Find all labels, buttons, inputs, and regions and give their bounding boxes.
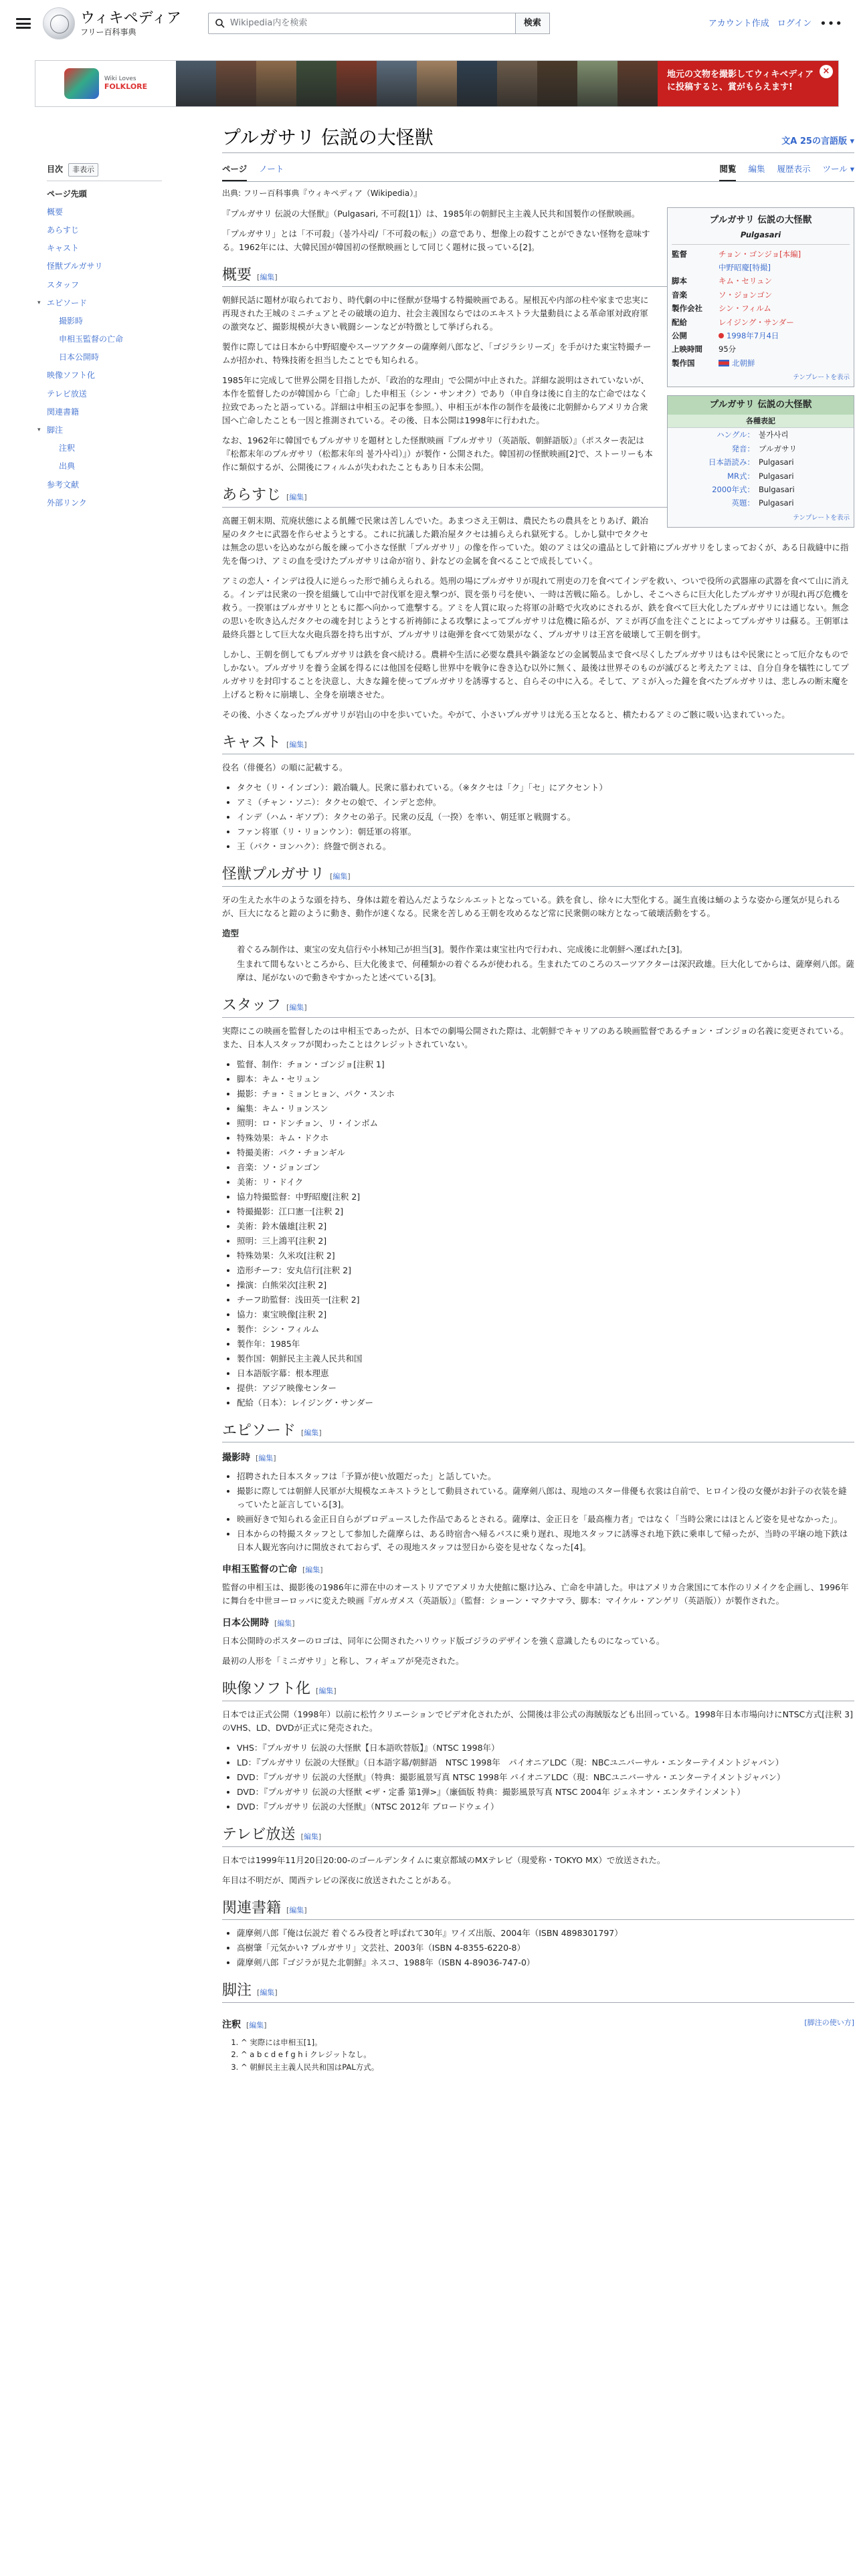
- lead-paragraph: 『プルガサリ 伝説の大怪獣』（Pulgasari, 不可殺[1]）は、1985年の朝鮮民主主義人民共和国製作の怪獣映画。: [222, 208, 640, 219]
- toc-item-label: ページ先頭: [47, 189, 87, 199]
- toc-item[interactable]: [47, 312, 162, 330]
- toc-item-label: キャスト: [47, 243, 80, 253]
- infobox-value[interactable]: キム・セリュン: [719, 276, 773, 286]
- list-item: • 製作国：朝鮮民主主義人民共和国: [237, 1352, 854, 1366]
- subsection-heading-notes: [222, 2018, 267, 2032]
- list-item: • 特殊効果：キム・ドクホ: [237, 1132, 854, 1145]
- infobox-value: 95分: [719, 344, 737, 354]
- list-item: • 編集：キム・リョンスン: [237, 1102, 854, 1115]
- infobox-title: プルガサリ 伝説の大怪獣: [709, 214, 812, 225]
- infobox-row: [672, 247, 850, 261]
- paragraph: 牙の生えた水牛のような頭を持ち、身体は鎧を着込んだようなシルエットとなっている。鉄を食し、徐々に大型化する。誕生直後は蛹のような姿から運気が見られるが、巨大になると鎧のように動き、動作が速くなる。民衆を苦しめる王朝を攻めるなど常に民衆側の味方となって破壊活動をする。: [222, 894, 841, 918]
- toc-item-label: 概要: [47, 207, 64, 217]
- toc-item-label: 撮影時: [59, 316, 84, 326]
- paragraph: 1985年に完成して世界公開を目指したが、「政治的な理由」で公開が中止された。詳細な説明はされていないが、本作を監督したのが韓国から「亡命」した申相玉（シン・サンオク）であり（申自身は後に自主的な亡命ではなく拉致であったと語っている。詳細は申相玉の記事を参照。）、申相玉が本作の制作を最後に北朝鮮からアメリカ合衆国へ亡命したことも一因と推測されている。その後、日本公開は1998年に行われた。: [222, 375, 650, 426]
- subsection-heading-filming: [222, 1451, 854, 1465]
- section-heading-staff: [222, 996, 854, 1018]
- section-heading-cast: [222, 734, 854, 755]
- edit-label[interactable]: 編集: [289, 493, 304, 502]
- heart-logo-icon: [64, 68, 99, 99]
- infobox-row: [672, 274, 850, 288]
- create-account-link[interactable]: アカウント作成: [708, 19, 769, 29]
- paragraph: アミの恋人・インデは役人に逆らった形で捕らえられる。処刑の場にプルガサリが現れて刑吏の刀を食べてインデを救い、ついで役所の武器庫の武器を食べて山に消える。インデは民衆の一揆を組織して山中で討伐軍を迎え撃つが、罠を張り弓を使い、一時は苦戦に陥る。しかし、そこへさらに巨大化したプルガサリが現れ再び危機を救う。一揆軍はプルガサリとともに都へ向かって進撃する。アミを人質に取った将軍の計略で火攻めにされるが、鉄を食べて巨大化したプルガサリには通じない。無念の思いを吹き込んだタクセの魂を封じようとする祈祷師による攻撃によってプルガサリは危機に陥るが、アミが再び血を注ぐことによってプルガサリは蘇る。王朝軍は最終兵器として巨大な火砲兵器を持ち出すが、プルガサリは砲弾を食べて効果がなく、プルガサリは王宮を破壊して王朝を倒す。: [222, 575, 850, 639]
- infobox2-key[interactable]: 発音：: [731, 443, 755, 453]
- banner-logo-big: FOLKLORE: [104, 82, 148, 91]
- section-heading-kaiju: [222, 865, 854, 887]
- paragraph: 日本公開時のポスターのロゴは、同年に公開されたハリウッド版ゴジラのデザインを強く意識したものになっている。: [222, 1636, 665, 1646]
- bullet-list: [237, 1470, 854, 1554]
- campaign-banner[interactable]: [35, 60, 839, 107]
- edit-section-link[interactable]: [編集]: [286, 740, 307, 749]
- infobox2-sub: 各種表記: [668, 415, 854, 429]
- banner-logo-small: Wiki Loves: [104, 75, 136, 82]
- wordmark[interactable]: [80, 10, 181, 37]
- infobox2-value: 불가사리: [759, 430, 789, 440]
- section-title: 関連書籍: [222, 1899, 282, 1917]
- infobox-value-text: 1998年7月4日: [727, 330, 779, 340]
- infobox2-template-link[interactable]: テンプレートを表示: [793, 514, 850, 522]
- infobox2-row: [668, 442, 854, 455]
- toc-item[interactable]: [47, 366, 162, 385]
- toc-item[interactable]: [47, 203, 162, 221]
- banner-photo: [537, 61, 577, 106]
- list-item: • 映画好きで知られる金正日自らがプロデュースした作品であるとされる。薩摩は、金正日を「最高権力者」ではなく「当時公衆にはほとんど姿を見せなかった」。: [237, 1513, 854, 1526]
- edit-label[interactable]: 編集: [332, 872, 348, 881]
- edit-section-link[interactable]: [編集]: [316, 1687, 337, 1696]
- section-title: 撮影時: [222, 1453, 250, 1464]
- infobox2-value: プルガサリ: [759, 443, 797, 453]
- more-options-icon[interactable]: •••: [820, 17, 843, 31]
- wikipedia-logo[interactable]: [43, 7, 75, 39]
- section-heading-books: [222, 1899, 854, 1921]
- list-item: • 提供：アジア映像センター: [237, 1382, 854, 1395]
- paragraph: 朝鮮民話に題材が取られており、時代劇の中に怪獣が登場する特撮映画である。屋根瓦や内部の柱や家まで忠実に再現された王城のミニチュアとその破壊の迫力、社会主義国ならではのエキストラ大量動員による革命軍対政府軍の激突など、撮影規模が大きい戦闘シーンなどが特徴として挙げられる。: [222, 295, 649, 332]
- infobox2-key[interactable]: 日本語読み：: [708, 457, 755, 467]
- edit-label[interactable]: 編集: [304, 1428, 319, 1437]
- infobox-key: 配給: [672, 317, 687, 327]
- edit-section-link[interactable]: [編集]: [286, 1002, 307, 1012]
- search-placeholder: Wikipedia内を検索: [229, 17, 308, 28]
- list-item: • 特撮撮影：江口憲一[注釈 2]: [237, 1205, 854, 1218]
- infobox-value[interactable]: シン・フィルム: [719, 304, 771, 314]
- toc-item[interactable]: [47, 239, 162, 257]
- infobox2-value: Pulgasari: [759, 471, 794, 481]
- toc-item-label: 日本公開時: [59, 352, 100, 362]
- edit-label[interactable]: 編集: [318, 1687, 334, 1696]
- tab-history[interactable]: 履歴表示: [777, 164, 811, 175]
- page-heading: [222, 126, 854, 153]
- section-title: 注釈: [222, 2019, 241, 2030]
- infobox-film: [667, 207, 854, 388]
- site-sub: 出典: フリー百科事典『ウィキペディア（Wikipedia）』: [222, 189, 422, 199]
- toc-item[interactable]: [47, 494, 162, 512]
- infobox-names: [667, 395, 854, 528]
- banner-photo: [497, 61, 537, 106]
- bullet-list: [237, 781, 854, 853]
- banner-photo: [216, 61, 256, 106]
- bullet-list: [237, 1741, 854, 1814]
- toc-item[interactable]: [47, 276, 162, 294]
- section-title: あらすじ: [222, 487, 282, 504]
- infobox-row: [672, 261, 850, 274]
- infobox2-key[interactable]: 英題：: [731, 498, 755, 508]
- toc-item[interactable]: [47, 403, 162, 421]
- toc-header: [47, 163, 162, 181]
- section-title: 申相玉監督の亡命: [222, 1564, 297, 1575]
- site-header: [0, 0, 859, 47]
- toc-expand-icon[interactable]: ▾: [37, 427, 41, 434]
- edit-section-link[interactable]: [編集]: [300, 1832, 322, 1841]
- page-title: プルガサリ 伝説の大怪獣: [222, 126, 434, 148]
- section-title: 概要: [222, 266, 252, 284]
- wordmark-title: ウィキペディア: [80, 9, 181, 27]
- banner-close-button[interactable]: ×: [820, 65, 833, 78]
- toc-hide-button[interactable]: 非表示: [68, 163, 98, 177]
- section-heading-tv: [222, 1826, 854, 1847]
- infobox2-key[interactable]: 2000年式：: [712, 485, 755, 495]
- notes-list: [241, 2036, 854, 2073]
- banner-photo: [296, 61, 337, 106]
- toc-item[interactable]: [47, 476, 162, 494]
- infobox2-row: [668, 428, 854, 441]
- edit-section-link[interactable]: [編集]: [330, 872, 351, 881]
- edit-section-link[interactable]: [編集]: [274, 1618, 295, 1628]
- section-heading-footnotes: [222, 1981, 854, 2003]
- infobox-template-link[interactable]: テンプレートを表示: [793, 374, 850, 382]
- toc-title: 目次: [47, 165, 64, 175]
- infobox-value[interactable]: [719, 330, 850, 342]
- north-korea-flag-icon: [719, 360, 729, 366]
- infobox-row: [672, 329, 850, 342]
- toc-item-label: 注釈: [59, 443, 76, 453]
- subsection-heading-japan-release: [222, 1616, 854, 1630]
- banner-photo: [577, 61, 617, 106]
- banner-cta-text: 地元の文物を撮影してウィキペディアに投稿すると、賞がもらえます!: [667, 70, 814, 92]
- section-title: 日本公開時: [222, 1617, 269, 1628]
- tab-edit[interactable]: 編集: [748, 164, 765, 175]
- list-item: • 日本語版字幕：根本理恵: [237, 1367, 854, 1380]
- edit-section-link[interactable]: [編集]: [301, 1428, 322, 1437]
- edit-section-link[interactable]: [編集]: [257, 272, 278, 282]
- section-title: 脚注: [222, 1982, 252, 2000]
- infobox2-row: [668, 455, 854, 469]
- edit-section-link[interactable]: [編集]: [246, 2020, 267, 2030]
- list-item: • 日本からの特撮スタッフとして参加した薩摩らは、ある時宿舎へ帰るバスに乗り遅れ、現地スタッフに誘導され地下鉄に乗車して帰ったが、当時の平壌の地下鉄は日本人観光客向けに開放されておらず、その現地スタッフは翌日から姿を見せなくなった[4]。: [237, 1527, 854, 1554]
- search-button[interactable]: 検索: [516, 13, 550, 34]
- edit-label[interactable]: 編集: [260, 1988, 275, 1998]
- toc-item-label: 出典: [59, 461, 76, 471]
- infobox-key: [672, 261, 719, 274]
- tab-talk[interactable]: ノート: [259, 164, 284, 175]
- list-item: • ファン将軍（リ・リョンウン）：朝廷軍の将軍。: [237, 825, 854, 839]
- paragraph: 実際にこの映画を監督したのは申相玉であったが、日本での劇場公開された際は、北朝鮮でキャリアのある映画監督であるチョン・ゴンジョの名義に変更されている。また、日本人スタッフが関わったことはクレジットされていない。: [222, 1025, 849, 1049]
- infobox-key: 公開: [672, 330, 687, 340]
- banner-logo: [35, 61, 176, 106]
- list-item: • 撮影に際しては朝鮮人民軍が大規模なエキストラとして動員されている。薩摩剣八郎は、現地のスター俳優も衣裳は自前で、ヒロイン役の女優がお針子の衣装を縫っていたと証言している[3]。: [237, 1485, 854, 1511]
- bullet-list: [237, 1927, 854, 1969]
- paragraph: 生まれて間もないところから、巨大化後まで、何種類かの着ぐるみが使われる。生まれたてのころのスーツアクターは深沢政雄。巨大化してからは、薩摩剣八郎。薩摩は、尾がないので動きやすかったと述べている[3]。: [237, 958, 855, 982]
- banner-photo: [417, 61, 457, 106]
- section-title: テレビ放送: [222, 1826, 296, 1843]
- edit-label[interactable]: 編集: [249, 2020, 264, 2030]
- list-item: • 薩摩剣八郎『ゴジラが見た北朝鮮』ネスコ、1988年（ISBN 4-89036-747-0）: [237, 1956, 854, 1969]
- infobox2-value: Bulgasari: [759, 485, 795, 495]
- edit-label[interactable]: 編集: [305, 1565, 320, 1574]
- edit-label[interactable]: 編集: [289, 1002, 304, 1012]
- subheading-costume: 造型: [222, 928, 240, 938]
- infobox-key: 上映時間: [672, 344, 702, 354]
- banner-photo-strip: [176, 61, 658, 106]
- list-item: • 監督、制作：チョン・ゴンジョ[注釈 1]: [237, 1058, 854, 1071]
- edit-label[interactable]: 編集: [289, 740, 304, 749]
- list-item: • チーフ助監督：浅田英一[注釈 2]: [237, 1293, 854, 1307]
- search-input[interactable]: [208, 13, 516, 34]
- section-title: エピソード: [222, 1422, 296, 1439]
- infobox2-title: プルガサリ 伝説の大怪獣: [668, 396, 854, 415]
- edit-section-link[interactable]: [編集]: [257, 1988, 278, 1998]
- toc-list: [37, 185, 162, 512]
- toc-item[interactable]: [37, 294, 162, 312]
- section-heading-episodes: [222, 1422, 854, 1443]
- banner-photo: [377, 61, 417, 106]
- paragraph: 年目は不明だが、関西テレビの深夜に放送されたことがある。: [222, 1874, 456, 1885]
- section-title: スタッフ: [222, 996, 282, 1014]
- toc-item-label: 脚注: [47, 425, 64, 435]
- list-item: • 脚本：キム・セリュン: [237, 1073, 854, 1086]
- edit-label[interactable]: 編集: [277, 1618, 292, 1628]
- note-item: 3. ^ 朝鮮民主主義人民共和国はPAL方式。: [241, 2061, 854, 2073]
- infobox-row: [672, 316, 850, 329]
- list-item: • 造形チーフ：安丸信行[注釈 2]: [237, 1264, 854, 1277]
- list-item: • 照明：三上鴻平[注釈 2]: [237, 1235, 854, 1248]
- toc-item[interactable]: [47, 330, 162, 348]
- page-tabs: [222, 160, 854, 182]
- list-item: • 王（パク・ヨンハク）：終盤で倒される。: [237, 840, 854, 853]
- search-icon: [215, 19, 225, 28]
- list-item: • 撮影：チョ・ミョンヒョン、パク・スンホ: [237, 1087, 854, 1101]
- toc-item-label: 映像ソフト化: [47, 370, 96, 381]
- section-heading-home-video: [222, 1680, 854, 1701]
- toc-item-label: テレビ放送: [47, 389, 87, 399]
- paragraph: なお、1962年に韓国でもプルガサリを題材とした怪獣映画『プルガサリ（英語版、朝鮮語版）』（ポスター表記は『松都末年のプルガサリ（松都末年의 불가사리）』）が製作・公開された。韓国初の怪獣映画[2]で、ストーリーも本作に類似するが、公開後にフィルムが失われたこともあり日本未公開。: [222, 435, 653, 473]
- infobox-value[interactable]: ソ・ジョンゴン: [719, 290, 773, 300]
- paragraph: 着ぐるみ制作は、東宝の安丸信行や小林知己が担当[3]。製作作業は東宝社内で行われ、完成後に北朝鮮へ運ばれた[3]。: [237, 944, 688, 954]
- list-item: • 招聘された日本スタッフは「予算が使い放題だった」と話していた。: [237, 1470, 854, 1483]
- list-item: • 高樹肇「元気かい? プルガサリ」文芸社、2003年（ISBN 4-8355-6220-8）: [237, 1941, 854, 1955]
- list-item: • 協力特撮監督：中野昭慶[注釈 2]: [237, 1190, 854, 1204]
- list-item: • 配給（日本）：レイジング・サンダー: [237, 1396, 854, 1410]
- infobox-key: 監督: [672, 249, 687, 259]
- paragraph: 日本では1999年11月20日20:00-のゴールデンタイムに東京都域のMXテレビ（現愛称・TOKYO MX）で放送された。: [222, 1854, 666, 1865]
- infobox-value[interactable]: [719, 357, 850, 369]
- banner-photo: [337, 61, 377, 106]
- paragraph: 日本では正式公開（1998年）以前に松竹クリエーションでビデオ化されたが、公開後は非公式の海賊版なども出回っている。1998年日本市場向けにNTSC方式[注釈 3]のVHS、LD、DVDが正式に発売された。: [222, 1709, 853, 1733]
- infobox-row: [672, 356, 850, 370]
- list-item: • インデ（ハム・ギソプ）：タクセの弟子。民衆の反乱（一揆）を率い、朝廷軍と戦闘する。: [237, 811, 854, 824]
- bullet-list: [237, 1058, 854, 1410]
- costume-notes: [237, 943, 854, 984]
- list-item: • 薩摩剣八郎『俺は伝説だ 着ぐるみ役者と呼ばれて30年』ワイズ出版、2004年（ISBN 4898301797）: [237, 1927, 854, 1940]
- infobox-row: [672, 288, 850, 302]
- infobox-subtitle: Pulgasari: [672, 229, 850, 244]
- toc-item-label: 怪獣プルガサリ: [47, 261, 103, 272]
- infobox-value[interactable]: レイジング・サンダー: [719, 317, 794, 327]
- paragraph: 製作に際しては日本から中野昭慶やスーツアクターの薩摩剣八郎など、「ゴジラシリーズ」を手がけた東宝特撮チームが招かれ、特殊技術を担当したことでも知られる。: [222, 342, 652, 366]
- toc-item[interactable]: [47, 221, 162, 239]
- list-item: • DVD：『プルガサリ 伝説の大怪獣 <ザ・定番 第1弾>』（廉価版 特典：撮影風景写真 NTSC 2004年 ジェネオン・エンタテインメント）: [237, 1786, 854, 1799]
- list-item: • 製作年：1985年: [237, 1337, 854, 1351]
- notes-header: [222, 2010, 854, 2036]
- toc-item[interactable]: [47, 185, 162, 203]
- tab-read[interactable]: 閲覧: [719, 160, 736, 181]
- edit-section-link[interactable]: [編集]: [286, 493, 307, 502]
- list-item: • 照明：ロ・ドンチョン、リ・インボム: [237, 1117, 854, 1130]
- edit-section-link[interactable]: [編集]: [302, 1565, 323, 1574]
- infobox-key: 製作国: [672, 358, 695, 368]
- list-item: • 音楽：ソ・ジョンゴン: [237, 1161, 854, 1174]
- list-item: • 協力：東宝映像[注釈 2]: [237, 1308, 854, 1321]
- main-menu-icon[interactable]: [16, 18, 31, 29]
- infobox-row: [672, 302, 850, 315]
- list-item: • 製作：シン・フィルム: [237, 1323, 854, 1336]
- list-item: • 美術：リ・ドイク: [237, 1176, 854, 1189]
- paragraph: 高麗王朝末期、荒廃状態による飢饉で民衆は苦しんでいた。あまつさえ王朝は、農民たちの農具をとりあげ、鍛冶屋のタクセに武器を作らせようとする。これに抗議した鍛冶屋タクセは捕らえられ獄死する。しかし獄中でタクセは無念の思いを込めながら飯を練って小さな怪獣「プルガサリ」の像を作っていた。娘のアミは父の遺品として針箱にプルガサリをしまっておくが、ある日裁縫中に指先を傷つけ、アミの血を受けたプルガサリは命が宿り、針などの金属を食べることで成長していく。: [222, 515, 849, 566]
- infobox2-key[interactable]: MR式：: [727, 471, 755, 481]
- flag-dot-icon: [719, 333, 724, 338]
- toc-item[interactable]: [47, 348, 162, 366]
- infobox2-value: Pulgasari: [759, 498, 794, 508]
- paragraph: その後、小さくなったプルガサリが岩山の中を歩いていた。やがて、小さいプルガサリは光る玉となると、横たわるアミのご骸に吸い込まれていった。: [222, 709, 790, 720]
- section-title: 怪獣プルガサリ: [222, 866, 325, 883]
- list-item: • 特殊効果：久米攻[注釈 2]: [237, 1249, 854, 1263]
- edit-label[interactable]: 編集: [260, 272, 275, 282]
- section-title: 映像ソフト化: [222, 1681, 311, 1698]
- toc-item[interactable]: [37, 421, 162, 439]
- infobox-value-text: 北朝鮮: [732, 358, 755, 368]
- note-item: 1. ^ 実際には申相玉[1]。: [241, 2036, 854, 2048]
- edit-label[interactable]: 編集: [289, 1905, 304, 1915]
- personal-tools: [708, 15, 843, 34]
- paragraph: しかし、王朝を倒してもプルガサリは鉄を食べ続ける。農耕や生活に必要な農具や鍋釜などの金属製品まで食べ尽くしたプルガサリはもはや民衆にとって厄介なものでしかない。プルガサリを養う金属を得るには他国を侵略し世界中を戦争に巻き込む以外に無く、最後は世界そのものが滅びると考えたアミは、自分自身を犠牲にしてプルガサリを封印することを決意し、大きな鐘を使ってプルガサリを誘導すると、自らその中に入る。そして、アミが入った鐘を食べたプルガサリは、悲しみの断末魔を上げると粉々に崩壊し、全身を崩壊させた。: [222, 649, 849, 700]
- list-item: • アミ（チャン・ソニ）：タクセの娘で、インデと恋仲。: [237, 796, 854, 809]
- list-item: • VHS：『プルガサリ 伝説の大怪獣【日本語吹替版】』（NTSC 1998年）: [237, 1741, 854, 1755]
- edit-label[interactable]: 編集: [303, 1832, 318, 1841]
- list-item: • 美術：鈴木儀雄[注釈 2]: [237, 1220, 854, 1233]
- infobox-value[interactable]: 中野昭慶[特撮]: [719, 262, 771, 272]
- toc-item[interactable]: [47, 439, 162, 457]
- toc-expand-icon[interactable]: ▾: [37, 300, 41, 307]
- toc-item[interactable]: [47, 257, 162, 276]
- tab-page[interactable]: ページ: [222, 160, 247, 181]
- banner-photo: [176, 61, 216, 106]
- list-item: • 操演：白熊栄次[注釈 2]: [237, 1279, 854, 1292]
- list-item: • 特撮美術：パク・チョンギル: [237, 1146, 854, 1160]
- subsection-heading-defection: [222, 1562, 854, 1577]
- infobox2-row: [668, 496, 854, 510]
- infobox-row: [672, 342, 850, 356]
- infobox-value[interactable]: チョン・ゴンジョ[本編]: [719, 249, 801, 259]
- tools-menu[interactable]: ツール ▾: [822, 164, 854, 175]
- toc-item-label: 関連書籍: [47, 407, 80, 417]
- table-of-contents: [0, 126, 162, 2077]
- article: [222, 126, 854, 2077]
- paragraph: 監督の申相玉は、撮影後の1986年に滞在中のオーストリアでアメリカ大使館に駆け込み、亡命を申請した。申はアメリカ合衆国にて本作のリメイクを企画し、1996年に舞台を中世ヨーロッパに変えた映画『ガルガメス（英語版）』（監督：ショーン・マクナマラ、脚本：マイケル・アンゲリ（英語版））が製作された。: [222, 1582, 849, 1606]
- toc-item-label: 参考文献: [47, 479, 80, 490]
- toc-item[interactable]: [47, 457, 162, 475]
- infobox-key: 製作会社: [672, 304, 702, 314]
- lead-paragraph: 「プルガサリ」とは「不可殺」（불가사리/「不可殺の転」）の意であり、想像上の殺すことができない怪物を意味する。1962年には、大韓民国が韓国初の怪獣映画として同じく題材に扱っている[2]。: [222, 228, 650, 252]
- infobox2-row: [668, 469, 854, 483]
- toc-item-label: エピソード: [47, 298, 88, 308]
- search-form: [208, 13, 550, 34]
- banner-photo: [617, 61, 658, 106]
- toc-item-label: 外部リンク: [47, 498, 87, 508]
- edit-label[interactable]: 編集: [258, 1454, 274, 1463]
- banner-photo: [256, 61, 296, 106]
- login-link[interactable]: ログイン: [777, 19, 812, 29]
- note-item: 2. ^ a b c d e f g h i クレジットなし。: [241, 2048, 854, 2060]
- banner-photo: [457, 61, 497, 106]
- paragraph: 最初の人形を「ミニガサリ」と称し、フィギュアが発売された。: [222, 1656, 464, 1667]
- infobox2-key[interactable]: ハングル：: [717, 430, 755, 440]
- banner-cta[interactable]: [658, 61, 838, 106]
- section-title: キャスト: [222, 734, 282, 751]
- infobox-key: 脚本: [672, 276, 687, 286]
- toc-item-label: スタッフ: [47, 280, 80, 290]
- paragraph: 役名（俳優名）の順に記載する。: [222, 762, 348, 773]
- list-item: • DVD：『プルガサリ 伝説の大怪獣』（特典：撮影風景写真 NTSC 1998年 パイオニアLDC（現：NBCユニバーサル・エンターテイメントジャパン）: [237, 1771, 854, 1784]
- list-item: • タクセ（リ・インゴン）：鍛冶職人。民衆に慕われている。（※タクセは「ク」「セ」にアクセント）: [237, 781, 854, 794]
- edit-section-link[interactable]: [編集]: [256, 1454, 276, 1463]
- article-body: [222, 207, 854, 2074]
- wordmark-tagline: フリー百科事典: [80, 27, 136, 37]
- toc-item-label: 申相玉監督の亡命: [59, 334, 124, 344]
- toc-item[interactable]: [47, 385, 162, 403]
- list-item: • LD：『プルガサリ 伝説の大怪獣』（日本語字幕/朝鮮語 NTSC 1998年 パイオニアLDC（現：NBCユニバーサル・エンターテイメントジャパン）: [237, 1756, 854, 1769]
- list-item: • DVD：『プルガサリ 伝説の大怪獣』（NTSC 2012年 ブロードウェイ）: [237, 1800, 854, 1814]
- footnote-help-link[interactable]: [脚注の使い方]: [804, 2018, 854, 2028]
- language-button[interactable]: 文A 25の言語版 ▾: [781, 136, 854, 146]
- infobox-key: 音楽: [672, 290, 687, 300]
- infobox2-row: [668, 483, 854, 496]
- edit-section-link[interactable]: [編集]: [286, 1905, 307, 1915]
- toc-item-label: あらすじ: [47, 225, 80, 235]
- infobox2-value: Pulgasari: [759, 457, 794, 467]
